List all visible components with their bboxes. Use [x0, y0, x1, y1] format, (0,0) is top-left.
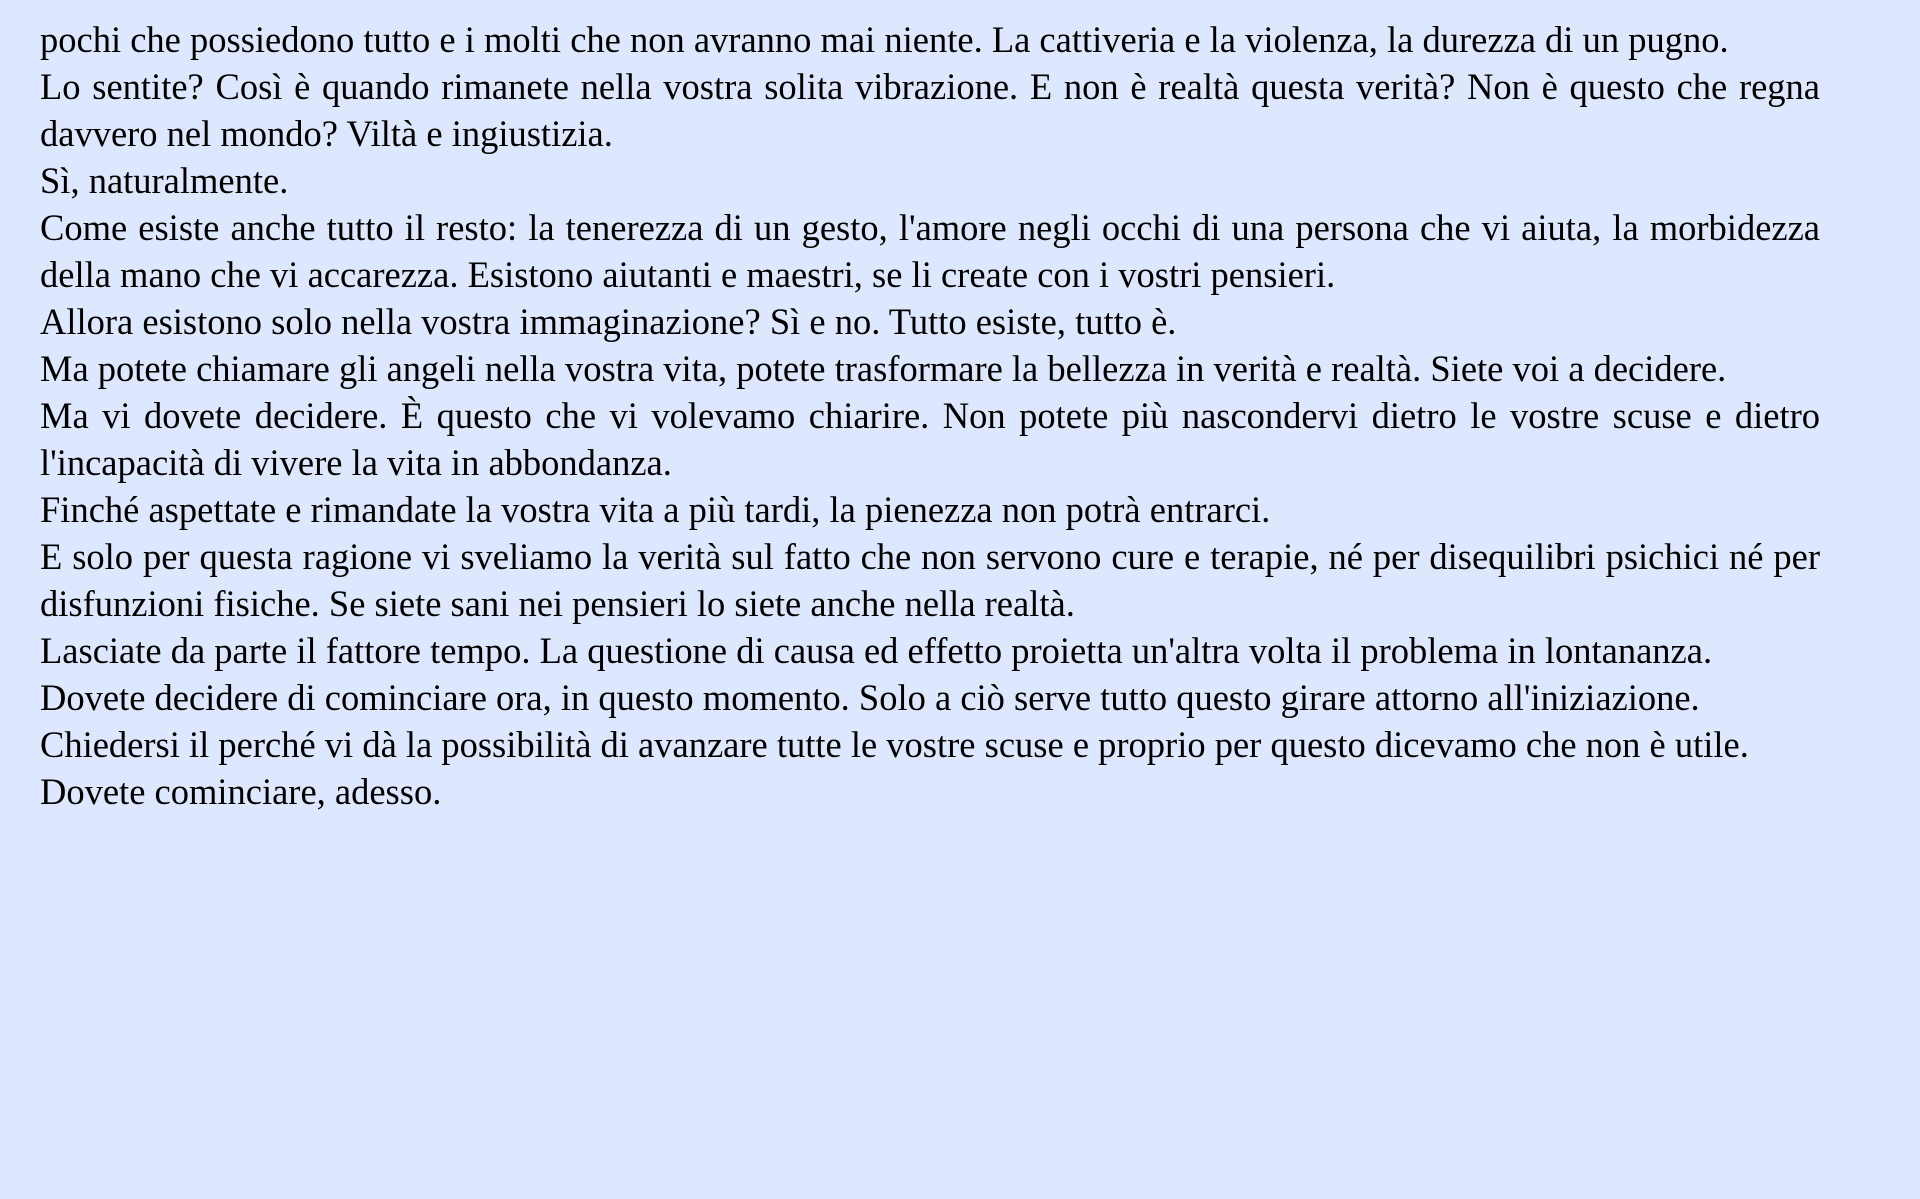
paragraph-8: Finché aspettate e rimandate la vostra vita a più tardi, la pienezza non potrà entrarci.: [40, 489, 1271, 530]
paragraph-5: Allora esistono solo nella vostra immaginazione? Sì e no. Tutto esiste, tutto è.: [40, 301, 1177, 342]
paragraph-13: Dovete cominciare, adesso.: [40, 771, 442, 812]
paragraph-4: Come esiste anche tutto il resto: la tenerezza di un gesto, l'amore negli occhi di una persona che vi aiuta, la morbidezza della mano che vi accarezza. Esistono aiutanti e maestri, se li create con i vostri pensieri.: [40, 207, 1820, 295]
paragraph-1: pochi che possiedono tutto e i molti che non avranno mai niente. La cattiveria e la violenza, la durezza di un pugno.: [40, 19, 1729, 60]
paragraph-2: Lo sentite? Così è quando rimanete nella vostra solita vibrazione. E non è realtà questa verità? Non è questo che regna davvero nel mondo? Viltà e ingiustizia.: [40, 66, 1820, 154]
paragraph-10: Lasciate da parte il fattore tempo. La questione di causa ed effetto proietta un'altra volta il problema in lontananza.: [40, 630, 1713, 671]
paragraph-7: Ma vi dovete decidere. È questo che vi volevamo chiarire. Non potete più nascondervi dietro le vostre scuse e dietro l'incapacità di vivere la vita in abbondanza.: [40, 395, 1820, 483]
paragraph-3: Sì, naturalmente.: [40, 160, 289, 201]
paragraph-6: Ma potete chiamare gli angeli nella vostra vita, potete trasformare la bellezza in verità e realtà. Siete voi a decidere.: [40, 348, 1727, 389]
document-text: [40, 16, 1820, 815]
paragraph-9: E solo per questa ragione vi sveliamo la verità sul fatto che non servono cure e terapie, né per disequilibri psichici né per disfunzioni fisiche. Se siete sani nei pensieri lo siete anche nella realtà.: [40, 536, 1820, 624]
paragraph-12: Chiedersi il perché vi dà la possibilità di avanzare tutte le vostre scuse e proprio per questo dicevamo che non è utile.: [40, 724, 1749, 765]
paragraph-11: Dovete decidere di cominciare ora, in questo momento. Solo a ciò serve tutto questo girare attorno all'iniziazione.: [40, 677, 1700, 718]
